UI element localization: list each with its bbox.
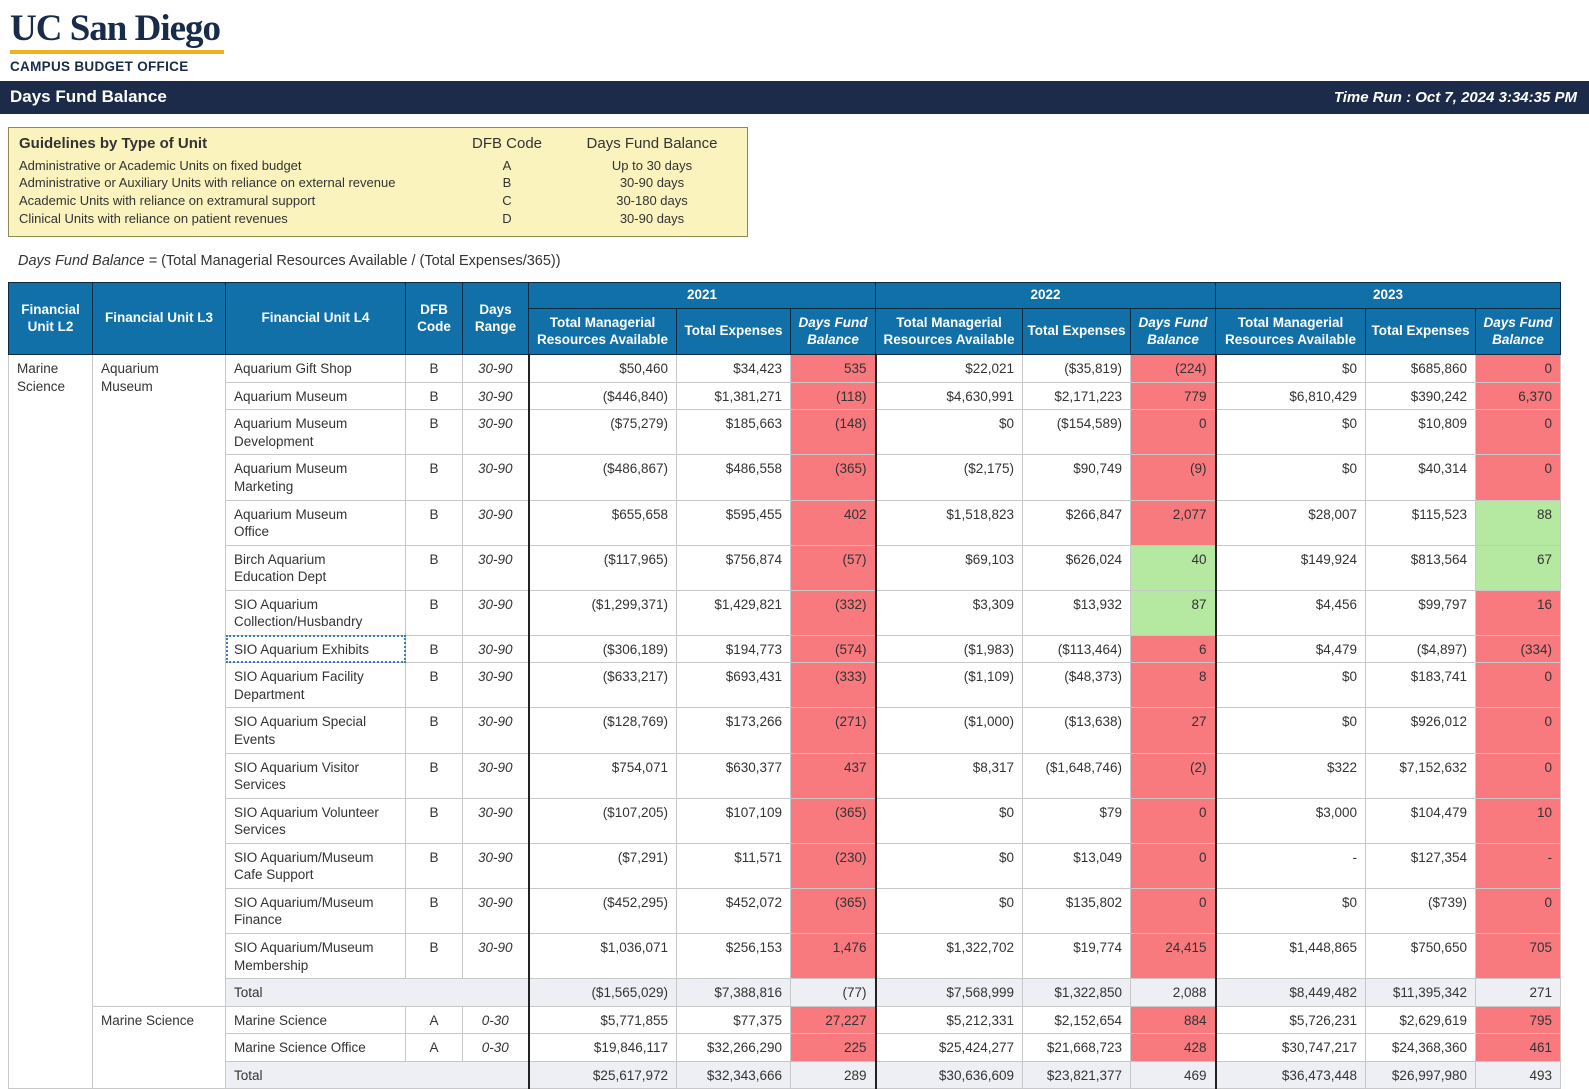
tmra-2021-cell[interactable]: $50,460 — [529, 355, 677, 383]
tmra-2021-cell[interactable]: ($7,291) — [529, 843, 677, 888]
tmra-2023-cell[interactable]: $0 — [1216, 663, 1366, 708]
guideline-unit-type: Academic Units with reliance on extramural support — [19, 193, 316, 209]
days-range-cell[interactable]: 30-90 — [463, 663, 529, 708]
financial-unit-l4-cell[interactable]: SIO Aquarium Collection/Husbandry — [226, 590, 406, 635]
dfb-2021-cell[interactable]: (333) — [791, 663, 876, 708]
tmra-2023-cell[interactable]: $0 — [1216, 708, 1366, 753]
dfb-2022-cell[interactable]: 779 — [1131, 382, 1216, 410]
tmra-2022-cell[interactable]: $22,021 — [876, 355, 1023, 383]
dfb-2022-cell[interactable]: 27 — [1131, 708, 1216, 753]
expenses-2021-cell[interactable]: $173,266 — [677, 708, 791, 753]
expenses-2023-cell[interactable]: $40,314 — [1366, 455, 1476, 500]
dfb-2022-cell[interactable]: 6 — [1131, 635, 1216, 663]
dfb-2021-cell[interactable]: (574) — [791, 635, 876, 663]
expenses-2021-cell[interactable]: $32,266,290 — [677, 1034, 791, 1062]
guideline-unit-type: Clinical Units with reliance on patient revenues — [19, 211, 288, 227]
total-tmra-2022-cell[interactable]: $30,636,609 — [876, 1061, 1023, 1089]
dfb-2023-cell[interactable]: 88 — [1476, 500, 1561, 545]
dfb-code-cell[interactable]: B — [406, 455, 463, 500]
guideline-row — [19, 192, 737, 210]
dfb-code-cell[interactable]: B — [406, 635, 463, 663]
col-header-tmra-2022: Total Managerial Resources Available — [876, 309, 1023, 355]
tmra-2022-cell[interactable]: $0 — [876, 888, 1023, 933]
tmra-2021-cell[interactable]: ($128,769) — [529, 708, 677, 753]
tmra-2023-cell[interactable]: $28,007 — [1216, 500, 1366, 545]
dfb-code-cell[interactable]: B — [406, 708, 463, 753]
days-range-cell[interactable]: 30-90 — [463, 753, 529, 798]
brand-header — [0, 0, 1589, 74]
col-header-year-2022: 2022 — [876, 283, 1216, 309]
dfb-code-cell[interactable]: B — [406, 843, 463, 888]
dfb-code-cell[interactable]: B — [406, 545, 463, 590]
tmra-2022-cell[interactable]: $25,424,277 — [876, 1034, 1023, 1062]
dfb-2021-cell[interactable]: 437 — [791, 753, 876, 798]
dfb-2022-cell[interactable]: 0 — [1131, 798, 1216, 843]
table-row — [9, 1034, 1561, 1062]
dfb-2021-cell[interactable]: 535 — [791, 355, 876, 383]
financial-unit-l4-cell[interactable]: Aquarium Gift Shop — [226, 355, 406, 383]
table-row — [9, 355, 1561, 383]
expenses-2023-cell[interactable]: ($4,897) — [1366, 635, 1476, 663]
expenses-2021-cell[interactable]: $595,455 — [677, 500, 791, 545]
tmra-2022-cell[interactable]: ($1,109) — [876, 663, 1023, 708]
guideline-row — [19, 157, 737, 175]
dfb-2021-cell[interactable]: (365) — [791, 798, 876, 843]
tmra-2021-cell[interactable]: $5,771,855 — [529, 1006, 677, 1034]
expenses-2023-cell[interactable]: $127,354 — [1366, 843, 1476, 888]
financial-unit-l4-cell[interactable]: Aquarium Museum Development — [226, 410, 406, 455]
col-header-days-fund-balance-2023: Days Fund Balance — [1476, 309, 1561, 355]
dfb-2022-cell[interactable]: 428 — [1131, 1034, 1216, 1062]
days-fund-balance-table — [8, 282, 1561, 1089]
financial-unit-l4-cell[interactable]: SIO Aquarium Special Events — [226, 708, 406, 753]
guidelines-col-dfb-code: DFB Code — [471, 134, 543, 152]
expenses-2022-cell[interactable]: ($35,819) — [1023, 355, 1131, 383]
total-row — [9, 1061, 1561, 1089]
dfb-2021-cell[interactable]: 1,476 — [791, 933, 876, 978]
expenses-2023-cell[interactable]: $750,650 — [1366, 933, 1476, 978]
dfb-2023-cell[interactable]: 0 — [1476, 753, 1561, 798]
days-range-cell[interactable]: 30-90 — [463, 635, 529, 663]
dfb-2021-cell[interactable]: (230) — [791, 843, 876, 888]
tmra-2023-cell[interactable]: $0 — [1216, 455, 1366, 500]
tmra-2022-cell[interactable]: $5,212,331 — [876, 1006, 1023, 1034]
dfb-2023-cell[interactable]: 461 — [1476, 1034, 1561, 1062]
total-tmra-2021-cell[interactable]: ($1,565,029) — [529, 979, 677, 1007]
dfb-2021-cell[interactable]: (332) — [791, 590, 876, 635]
tmra-2021-cell[interactable]: ($107,205) — [529, 798, 677, 843]
tmra-2023-cell[interactable]: - — [1216, 843, 1366, 888]
total-tmra-2023-cell[interactable]: $36,473,448 — [1216, 1061, 1366, 1089]
table-row — [9, 753, 1561, 798]
campus-budget-office-label: CAMPUS BUDGET OFFICE — [10, 58, 189, 74]
tmra-2021-cell[interactable]: $754,071 — [529, 753, 677, 798]
dfb-2023-cell[interactable]: 0 — [1476, 355, 1561, 383]
total-dfb-2021-cell[interactable]: 289 — [791, 1061, 876, 1089]
dfb-2022-cell[interactable]: 0 — [1131, 843, 1216, 888]
expenses-2023-cell[interactable]: $7,152,632 — [1366, 753, 1476, 798]
expenses-2021-cell[interactable]: $11,571 — [677, 843, 791, 888]
col-header-financial-unit-l2: Financial Unit L2 — [9, 283, 93, 355]
financial-unit-l4-cell[interactable]: SIO Aquarium/Museum Finance — [226, 888, 406, 933]
dfb-2023-cell[interactable]: 705 — [1476, 933, 1561, 978]
table-row — [9, 545, 1561, 590]
table-row — [9, 663, 1561, 708]
tmra-2022-cell[interactable]: ($2,175) — [876, 455, 1023, 500]
expenses-2021-cell[interactable]: $194,773 — [677, 635, 791, 663]
expenses-2021-cell[interactable]: $756,874 — [677, 545, 791, 590]
tmra-2023-cell[interactable]: $322 — [1216, 753, 1366, 798]
tmra-2022-cell[interactable]: $1,322,702 — [876, 933, 1023, 978]
days-range-cell[interactable]: 30-90 — [463, 843, 529, 888]
tmra-2021-cell[interactable]: ($75,279) — [529, 410, 677, 455]
col-header-year-2021: 2021 — [529, 283, 876, 309]
days-range-cell[interactable]: 30-90 — [463, 708, 529, 753]
dfb-2023-cell[interactable]: 0 — [1476, 663, 1561, 708]
expenses-2022-cell[interactable]: ($13,638) — [1023, 708, 1131, 753]
tmra-2022-cell[interactable]: $4,630,991 — [876, 382, 1023, 410]
tmra-2022-cell[interactable]: $69,103 — [876, 545, 1023, 590]
days-range-cell[interactable]: 30-90 — [463, 455, 529, 500]
expenses-2022-cell[interactable]: $266,847 — [1023, 500, 1131, 545]
col-header-total-expenses-2022: Total Expenses — [1023, 309, 1131, 355]
dfb-2022-cell[interactable]: 8 — [1131, 663, 1216, 708]
financial-unit-l2-cell[interactable]: Marine Science — [9, 355, 93, 1089]
tmra-2021-cell[interactable]: $19,846,117 — [529, 1034, 677, 1062]
table-row — [9, 933, 1561, 978]
days-range-cell[interactable]: 30-90 — [463, 545, 529, 590]
table-row — [9, 635, 1561, 663]
dfb-2021-cell[interactable]: 402 — [791, 500, 876, 545]
total-expenses-2023-cell[interactable]: $26,997,980 — [1366, 1061, 1476, 1089]
dfb-formula — [18, 253, 1589, 269]
financial-unit-l4-cell[interactable]: Birch Aquarium Education Dept — [226, 545, 406, 590]
guideline-days-range: 30-180 days — [616, 193, 688, 209]
ucsd-logo: UC San Diego — [10, 10, 224, 54]
financial-unit-l4-cell[interactable]: SIO Aquarium Facility Department — [226, 663, 406, 708]
tmra-2022-cell[interactable]: $0 — [876, 843, 1023, 888]
total-expenses-2023-cell[interactable]: $11,395,342 — [1366, 979, 1476, 1007]
tmra-2023-cell[interactable]: $6,810,429 — [1216, 382, 1366, 410]
tmra-2023-cell[interactable]: $4,456 — [1216, 590, 1366, 635]
col-header-year-2023: 2023 — [1216, 283, 1561, 309]
guideline-days-range: 30-90 days — [619, 175, 685, 191]
financial-unit-l4-cell[interactable]: Aquarium Museum Office — [226, 500, 406, 545]
tmra-2021-cell[interactable]: ($486,867) — [529, 455, 677, 500]
expenses-2022-cell[interactable]: ($48,373) — [1023, 663, 1131, 708]
dfb-2023-cell[interactable]: 0 — [1476, 888, 1561, 933]
expenses-2021-cell[interactable]: $693,431 — [677, 663, 791, 708]
tmra-2023-cell[interactable]: $30,747,217 — [1216, 1034, 1366, 1062]
dfb-code-cell[interactable]: A — [406, 1006, 463, 1034]
dfb-2023-cell[interactable]: 0 — [1476, 708, 1561, 753]
guidelines-title: Guidelines by Type of Unit — [19, 134, 208, 152]
expenses-2021-cell[interactable]: $34,423 — [677, 355, 791, 383]
days-fund-balance-table-wrap — [8, 282, 1589, 1089]
dfb-2022-cell[interactable]: (9) — [1131, 455, 1216, 500]
table-row — [9, 382, 1561, 410]
tmra-2021-cell[interactable]: ($446,840) — [529, 382, 677, 410]
table-row — [9, 888, 1561, 933]
dfb-code-cell[interactable]: B — [406, 798, 463, 843]
formula-rhs: (Total Managerial Resources Available / (Total Expenses/365)) — [157, 253, 561, 270]
tmra-2021-cell[interactable]: $655,658 — [529, 500, 677, 545]
expenses-2022-cell[interactable]: $90,749 — [1023, 455, 1131, 500]
expenses-2022-cell[interactable]: $13,049 — [1023, 843, 1131, 888]
tmra-2023-cell[interactable]: $0 — [1216, 355, 1366, 383]
dfb-2022-cell[interactable]: 884 — [1131, 1006, 1216, 1034]
guideline-unit-type: Administrative or Academic Units on fixed budget — [19, 157, 302, 173]
dfb-2023-cell[interactable]: 67 — [1476, 545, 1561, 590]
tmra-2022-cell[interactable]: $3,309 — [876, 590, 1023, 635]
total-label-cell[interactable]: Total — [226, 1061, 529, 1089]
total-dfb-2022-cell[interactable]: 469 — [1131, 1061, 1216, 1089]
dfb-code-cell[interactable]: B — [406, 753, 463, 798]
expenses-2023-cell[interactable]: $10,809 — [1366, 410, 1476, 455]
financial-unit-l4-cell[interactable]: SIO Aquarium/Museum Membership — [226, 933, 406, 978]
total-tmra-2023-cell[interactable]: $8,449,482 — [1216, 979, 1366, 1007]
page-title: Days Fund Balance — [10, 87, 167, 107]
table-row — [9, 708, 1561, 753]
tmra-2022-cell[interactable]: $8,317 — [876, 753, 1023, 798]
total-expenses-2022-cell[interactable]: $23,821,377 — [1023, 1061, 1131, 1089]
days-range-cell[interactable]: 30-90 — [463, 410, 529, 455]
dfb-2022-cell[interactable]: 24,415 — [1131, 933, 1216, 978]
tmra-2023-cell[interactable]: $0 — [1216, 410, 1366, 455]
financial-unit-l4-cell[interactable]: Marine Science Office — [226, 1034, 406, 1062]
total-expenses-2022-cell[interactable]: $1,322,850 — [1023, 979, 1131, 1007]
expenses-2022-cell[interactable]: $626,024 — [1023, 545, 1131, 590]
total-expenses-2021-cell[interactable]: $7,388,816 — [677, 979, 791, 1007]
expenses-2023-cell[interactable]: $926,012 — [1366, 708, 1476, 753]
expenses-2023-cell[interactable]: $24,368,360 — [1366, 1034, 1476, 1062]
tmra-2022-cell[interactable]: $1,518,823 — [876, 500, 1023, 545]
financial-unit-l4-cell[interactable]: SIO Aquarium/Museum Cafe Support — [226, 843, 406, 888]
expenses-2022-cell[interactable]: $2,171,223 — [1023, 382, 1131, 410]
dfb-code-cell[interactable]: B — [406, 663, 463, 708]
financial-unit-l4-cell[interactable]: Aquarium Museum Marketing — [226, 455, 406, 500]
days-range-cell[interactable]: 30-90 — [463, 382, 529, 410]
financial-unit-l4-cell[interactable]: Aquarium Museum — [226, 382, 406, 410]
dfb-2023-cell[interactable]: 16 — [1476, 590, 1561, 635]
tmra-2022-cell[interactable]: $0 — [876, 798, 1023, 843]
total-expenses-2021-cell[interactable]: $32,343,666 — [677, 1061, 791, 1089]
expenses-2023-cell[interactable]: $685,860 — [1366, 355, 1476, 383]
tmra-2022-cell[interactable]: ($1,000) — [876, 708, 1023, 753]
total-dfb-2023-cell[interactable]: 271 — [1476, 979, 1561, 1007]
expenses-2021-cell[interactable]: $486,558 — [677, 455, 791, 500]
dfb-2023-cell[interactable]: 795 — [1476, 1006, 1561, 1034]
expenses-2021-cell[interactable]: $256,153 — [677, 933, 791, 978]
tmra-2023-cell[interactable]: $0 — [1216, 888, 1366, 933]
guideline-dfb-code: C — [502, 193, 512, 209]
expenses-2021-cell[interactable]: $107,109 — [677, 798, 791, 843]
guideline-dfb-code: A — [502, 157, 512, 173]
tmra-2021-cell[interactable]: ($452,295) — [529, 888, 677, 933]
tmra-2022-cell[interactable]: ($1,983) — [876, 635, 1023, 663]
financial-unit-l4-cell[interactable]: SIO Aquarium Exhibits — [226, 635, 406, 663]
total-dfb-2023-cell[interactable]: 493 — [1476, 1061, 1561, 1089]
tmra-2023-cell[interactable]: $149,924 — [1216, 545, 1366, 590]
expenses-2022-cell[interactable]: $13,932 — [1023, 590, 1131, 635]
financial-unit-l3-cell[interactable]: Aquarium Museum — [93, 355, 226, 1006]
dfb-2021-cell[interactable]: (365) — [791, 455, 876, 500]
dfb-2022-cell[interactable]: (2) — [1131, 753, 1216, 798]
tmra-2021-cell[interactable]: $1,036,071 — [529, 933, 677, 978]
dfb-code-cell[interactable]: B — [406, 590, 463, 635]
guideline-days-range: 30-90 days — [619, 211, 685, 227]
total-tmra-2022-cell[interactable]: $7,568,999 — [876, 979, 1023, 1007]
dfb-2023-cell[interactable]: 0 — [1476, 410, 1561, 455]
dfb-2022-cell[interactable]: 87 — [1131, 590, 1216, 635]
dfb-2021-cell[interactable]: (57) — [791, 545, 876, 590]
expenses-2023-cell[interactable]: $2,629,619 — [1366, 1006, 1476, 1034]
dfb-2023-cell[interactable]: 0 — [1476, 455, 1561, 500]
total-dfb-2021-cell[interactable]: (77) — [791, 979, 876, 1007]
expenses-2023-cell[interactable]: $813,564 — [1366, 545, 1476, 590]
formula-lhs: Days Fund Balance = — [18, 253, 158, 270]
col-header-financial-unit-l4: Financial Unit L4 — [226, 283, 406, 355]
col-header-financial-unit-l3: Financial Unit L3 — [93, 283, 226, 355]
col-header-total-expenses-2023: Total Expenses — [1366, 309, 1476, 355]
expenses-2023-cell[interactable]: $183,741 — [1366, 663, 1476, 708]
expenses-2022-cell[interactable]: ($113,464) — [1023, 635, 1131, 663]
days-range-cell[interactable]: 0-30 — [463, 1006, 529, 1034]
dfb-2021-cell[interactable]: 27,227 — [791, 1006, 876, 1034]
guideline-dfb-code: B — [502, 175, 512, 191]
tmra-2023-cell[interactable]: $5,726,231 — [1216, 1006, 1366, 1034]
dfb-2023-cell[interactable]: - — [1476, 843, 1561, 888]
expenses-2021-cell[interactable]: $1,381,271 — [677, 382, 791, 410]
total-label-cell[interactable]: Total — [226, 979, 529, 1007]
expenses-2023-cell[interactable]: $390,242 — [1366, 382, 1476, 410]
dfb-2022-cell[interactable]: 2,077 — [1131, 500, 1216, 545]
dfb-2021-cell[interactable]: (365) — [791, 888, 876, 933]
guidelines-col-days-fund-balance: Days Fund Balance — [586, 134, 718, 152]
table-row — [9, 410, 1561, 455]
guideline-days-range: Up to 30 days — [611, 157, 693, 173]
expenses-2023-cell[interactable]: $104,479 — [1366, 798, 1476, 843]
tmra-2023-cell[interactable]: $4,479 — [1216, 635, 1366, 663]
expenses-2021-cell[interactable]: $77,375 — [677, 1006, 791, 1034]
dfb-code-cell[interactable]: A — [406, 1034, 463, 1062]
total-tmra-2021-cell[interactable]: $25,617,972 — [529, 1061, 677, 1089]
financial-unit-l3-cell[interactable]: Marine Science — [93, 1006, 226, 1089]
expenses-2022-cell[interactable]: $21,668,723 — [1023, 1034, 1131, 1062]
dfb-2022-cell[interactable]: 0 — [1131, 410, 1216, 455]
financial-unit-l4-cell[interactable]: Marine Science — [226, 1006, 406, 1034]
expenses-2023-cell[interactable]: ($739) — [1366, 888, 1476, 933]
col-header-days-fund-balance-2022: Days Fund Balance — [1131, 309, 1216, 355]
dfb-code-cell[interactable]: B — [406, 382, 463, 410]
guideline-row — [19, 210, 737, 228]
dfb-2023-cell[interactable]: (334) — [1476, 635, 1561, 663]
title-bar — [0, 81, 1589, 114]
expenses-2021-cell[interactable]: $452,072 — [677, 888, 791, 933]
days-range-cell[interactable]: 30-90 — [463, 590, 529, 635]
days-range-cell[interactable]: 30-90 — [463, 798, 529, 843]
guideline-dfb-code: D — [502, 211, 512, 227]
days-range-cell[interactable]: 0-30 — [463, 1034, 529, 1062]
dfb-code-cell[interactable]: B — [406, 933, 463, 978]
tmra-2023-cell[interactable]: $1,448,865 — [1216, 933, 1366, 978]
dfb-2023-cell[interactable]: 6,370 — [1476, 382, 1561, 410]
expenses-2022-cell[interactable]: $19,774 — [1023, 933, 1131, 978]
expenses-2022-cell[interactable]: ($1,648,746) — [1023, 753, 1131, 798]
guidelines-box — [8, 127, 748, 237]
table-row — [9, 798, 1561, 843]
financial-unit-l4-cell[interactable]: SIO Aquarium Volunteer Services — [226, 798, 406, 843]
expenses-2023-cell[interactable]: $99,797 — [1366, 590, 1476, 635]
dfb-2021-cell[interactable]: 225 — [791, 1034, 876, 1062]
total-dfb-2022-cell[interactable]: 2,088 — [1131, 979, 1216, 1007]
guidelines-header-row — [19, 134, 737, 155]
dfb-code-cell[interactable]: B — [406, 500, 463, 545]
dfb-2022-cell[interactable]: 40 — [1131, 545, 1216, 590]
total-row — [9, 979, 1561, 1007]
days-range-cell[interactable]: 30-90 — [463, 500, 529, 545]
table-row — [9, 455, 1561, 500]
dfb-2022-cell[interactable]: (224) — [1131, 355, 1216, 383]
table-row — [9, 843, 1561, 888]
col-header-tmra-2023: Total Managerial Resources Available — [1216, 309, 1366, 355]
dfb-2022-cell[interactable]: 0 — [1131, 888, 1216, 933]
col-header-days-range: Days Range — [463, 283, 529, 355]
expenses-2021-cell[interactable]: $185,663 — [677, 410, 791, 455]
days-range-cell[interactable]: 30-90 — [463, 933, 529, 978]
tmra-2021-cell[interactable]: ($633,217) — [529, 663, 677, 708]
dfb-code-cell[interactable]: B — [406, 888, 463, 933]
col-header-total-expenses-2021: Total Expenses — [677, 309, 791, 355]
table-row — [9, 590, 1561, 635]
tmra-2021-cell[interactable]: ($1,299,371) — [529, 590, 677, 635]
dfb-2021-cell[interactable]: (118) — [791, 382, 876, 410]
tmra-2021-cell[interactable]: ($117,965) — [529, 545, 677, 590]
dfb-2021-cell[interactable]: (148) — [791, 410, 876, 455]
days-range-cell[interactable]: 30-90 — [463, 888, 529, 933]
expenses-2022-cell[interactable]: $79 — [1023, 798, 1131, 843]
time-run-timestamp: Time Run : Oct 7, 2024 3:34:35 PM — [1333, 88, 1577, 106]
expenses-2022-cell[interactable]: $135,802 — [1023, 888, 1131, 933]
expenses-2021-cell[interactable]: $1,429,821 — [677, 590, 791, 635]
dfb-2023-cell[interactable]: 10 — [1476, 798, 1561, 843]
tmra-2022-cell[interactable]: $0 — [876, 410, 1023, 455]
col-header-tmra-2021: Total Managerial Resources Available — [529, 309, 677, 355]
financial-unit-l4-cell[interactable]: SIO Aquarium Visitor Services — [226, 753, 406, 798]
expenses-2023-cell[interactable]: $115,523 — [1366, 500, 1476, 545]
tmra-2021-cell[interactable]: ($306,189) — [529, 635, 677, 663]
dfb-code-cell[interactable]: B — [406, 355, 463, 383]
expenses-2022-cell[interactable]: $2,152,654 — [1023, 1006, 1131, 1034]
dfb-code-cell[interactable]: B — [406, 410, 463, 455]
table-row — [9, 1006, 1561, 1034]
col-header-dfb-code: DFB Code — [406, 283, 463, 355]
days-range-cell[interactable]: 30-90 — [463, 355, 529, 383]
dfb-2021-cell[interactable]: (271) — [791, 708, 876, 753]
guideline-row — [19, 174, 737, 192]
col-header-days-fund-balance-2021: Days Fund Balance — [791, 309, 876, 355]
table-row — [9, 500, 1561, 545]
guideline-unit-type: Administrative or Auxiliary Units with reliance on external revenue — [19, 175, 396, 191]
expenses-2021-cell[interactable]: $630,377 — [677, 753, 791, 798]
tmra-2023-cell[interactable]: $3,000 — [1216, 798, 1366, 843]
expenses-2022-cell[interactable]: ($154,589) — [1023, 410, 1131, 455]
